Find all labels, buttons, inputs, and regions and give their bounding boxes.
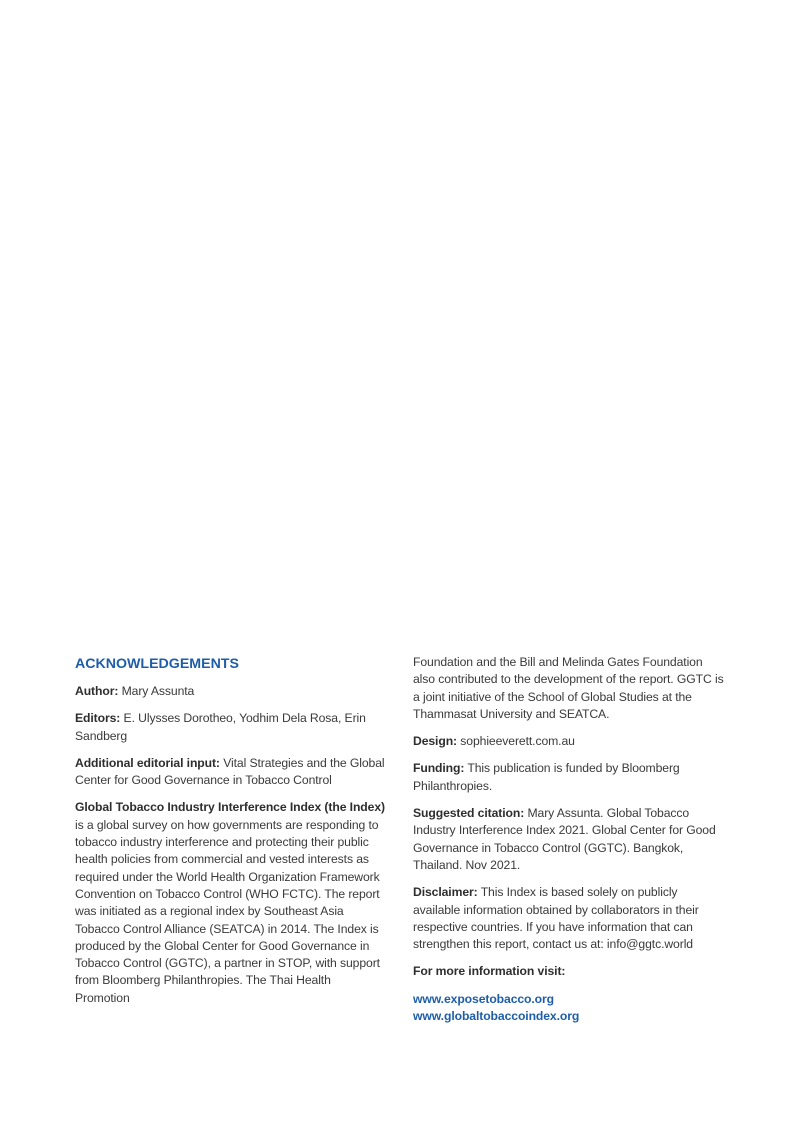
funding-line xyxy=(413,760,725,795)
editors-line xyxy=(75,710,387,745)
additional-input-line xyxy=(75,755,387,790)
globaltobaccoindex-link[interactable]: www.globaltobaccoindex.org xyxy=(413,1009,580,1024)
more-info-label: For more information visit: xyxy=(413,964,566,979)
editors-label: Editors: xyxy=(75,711,121,726)
disclaimer-value: This Index is based solely on publicly available information obtained by collaborators in their respective countries. If you have information that can strengthen this report, contact us at: info@ggtc.world xyxy=(413,885,699,952)
editors-value: E. Ulysses Dorotheo, Yodhim Dela Rosa, Erin Sandberg xyxy=(75,711,366,743)
citation-line xyxy=(413,805,725,874)
design-line xyxy=(413,733,725,750)
funding-value: This publication is funded by Bloomberg Philanthropies. xyxy=(413,761,680,793)
left-column xyxy=(75,654,387,1017)
design-label: Design: xyxy=(413,734,457,749)
links-group xyxy=(413,991,725,1026)
index-label: Global Tobacco Industry Interference Index (the Index) xyxy=(75,800,385,815)
funding-label: Funding: xyxy=(413,761,465,776)
index-description-continued: Foundation and the Bill and Melinda Gates Foundation also contributed to the development of the report. GGTC is a joint initiative of the School of Global Studies at the Thammasat University and SEATCA. xyxy=(413,655,724,721)
acknowledgements-heading: ACKNOWLEDGEMENTS xyxy=(75,656,239,672)
disclaimer-line xyxy=(413,884,725,953)
citation-value: Mary Assunta. Global Tobacco Industry Interference Index 2021. Global Center for Good Governance in Tobacco Control (GGTC). Bangkok, Thailand. Nov 2021. xyxy=(413,806,716,872)
additional-input-value: Vital Strategies and the Global Center for Good Governance in Tobacco Control xyxy=(75,755,385,788)
author-line xyxy=(75,683,387,700)
exposetobacco-link[interactable]: www.exposetobacco.org xyxy=(413,991,555,1006)
index-description xyxy=(75,799,387,1007)
citation-label: Suggested citation: xyxy=(413,806,525,821)
design-value: sophieeverett.com.au xyxy=(460,734,575,749)
right-column xyxy=(413,654,725,1025)
author-label: Author: xyxy=(75,684,119,698)
author-value: Mary Assunta xyxy=(121,684,195,698)
additional-input-label: Additional editorial input: xyxy=(75,755,220,770)
disclaimer-label: Disclaimer: xyxy=(413,885,478,900)
index-text: is a global survey on how governments are responding to tobacco industry interference and protecting their public health policies from commercial and vested interests as required under the World Health Organization Framework Convention on Tobacco Control (WHO FCTC). The report was initiated as a regional index by Southeast Asia Tobacco Control Alliance (SEATCA) in 2014. The Index is produced by the Global Center for Good Governance in Tobacco Control (GGTC), a partner in STOP, with support from Bloomberg Philanthropies. The Thai Health Promotion xyxy=(75,817,380,1005)
